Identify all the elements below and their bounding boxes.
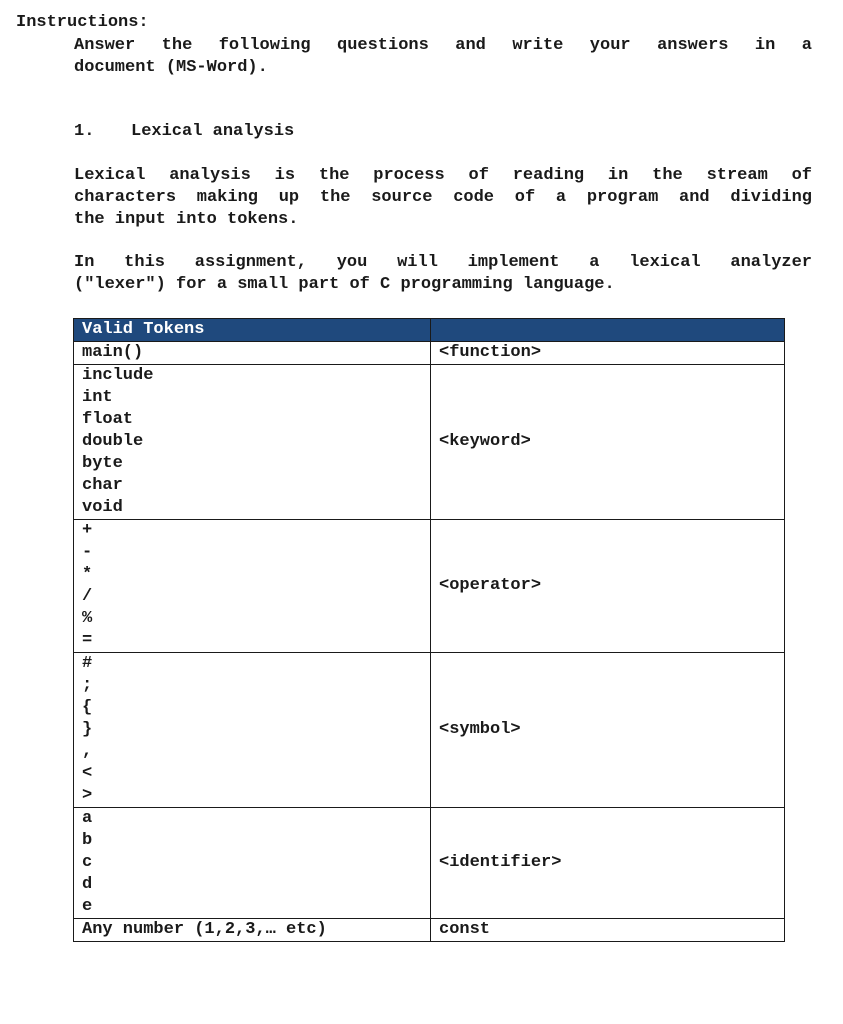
- token: void: [82, 498, 123, 517]
- tokens-cell: [74, 520, 431, 653]
- token: a: [82, 809, 93, 828]
- category-cell: <identifier>: [431, 808, 785, 919]
- token: Any number (1,2,3,… etc): [82, 920, 327, 939]
- token: {: [82, 698, 93, 717]
- section-number: 1.: [74, 122, 95, 141]
- paragraph-lexical-analysis: [74, 165, 812, 231]
- token: double: [82, 432, 144, 451]
- token: byte: [82, 454, 123, 473]
- table-row-identifier: [74, 808, 785, 919]
- token: e: [82, 897, 93, 916]
- paragraph2-line-2: ("lexer") for a small part of C programming language.: [74, 275, 615, 294]
- paragraph1-line-3: the input into tokens.: [74, 210, 299, 229]
- category-cell: <function>: [431, 342, 785, 365]
- paragraph1-line-1: Lexical analysis is the process of reading in the stream of: [74, 166, 812, 185]
- token: include: [82, 366, 154, 385]
- tokens-cell: [74, 808, 431, 919]
- paragraph1-line-2: characters making up the source code of a program and dividing: [74, 188, 812, 207]
- token: =: [82, 631, 93, 650]
- instructions-text: [74, 35, 812, 79]
- token: -: [82, 543, 93, 562]
- category-cell: <keyword>: [431, 365, 785, 520]
- token: }: [82, 720, 93, 739]
- table-row-keyword: [74, 365, 785, 520]
- token: char: [82, 476, 123, 495]
- token: >: [82, 786, 93, 805]
- token: %: [82, 609, 93, 628]
- token: float: [82, 410, 134, 429]
- token: int: [82, 388, 113, 407]
- table-row-const: [74, 919, 785, 942]
- token: <: [82, 764, 93, 783]
- category-cell: <symbol>: [431, 653, 785, 808]
- paragraph2-line-1: In this assignment, you will implement a lexical analyzer: [74, 253, 812, 272]
- token: main(): [82, 343, 144, 362]
- token: *: [82, 565, 93, 584]
- token: #: [82, 654, 93, 673]
- instructions-line-1: Answer the following questions and write your answers in a: [74, 36, 812, 55]
- category-cell: const: [431, 919, 785, 942]
- token: ;: [82, 676, 93, 695]
- paragraph-assignment: [74, 252, 812, 296]
- section-heading: [74, 121, 294, 143]
- table-row-function: [74, 342, 785, 365]
- instructions-line-2: document (MS-Word).: [74, 58, 268, 77]
- token: b: [82, 831, 93, 850]
- table-header-row: [74, 319, 785, 342]
- table-header-category: [431, 319, 785, 342]
- tokens-cell: [74, 653, 431, 808]
- instructions-heading: Instructions:: [16, 13, 149, 32]
- table-row-symbol: [74, 653, 785, 808]
- category-cell: <operator>: [431, 520, 785, 653]
- tokens-cell: [74, 365, 431, 520]
- token: ,: [82, 742, 93, 761]
- section-title: Lexical analysis: [131, 122, 295, 141]
- table-row-operator: [74, 520, 785, 653]
- tokens-cell: [74, 342, 431, 365]
- table-header-tokens: Valid Tokens: [74, 319, 431, 342]
- valid-tokens-table: [73, 318, 785, 942]
- token: /: [82, 587, 93, 606]
- token: c: [82, 853, 93, 872]
- tokens-cell: [74, 919, 431, 942]
- token: d: [82, 875, 93, 894]
- token: +: [82, 521, 93, 540]
